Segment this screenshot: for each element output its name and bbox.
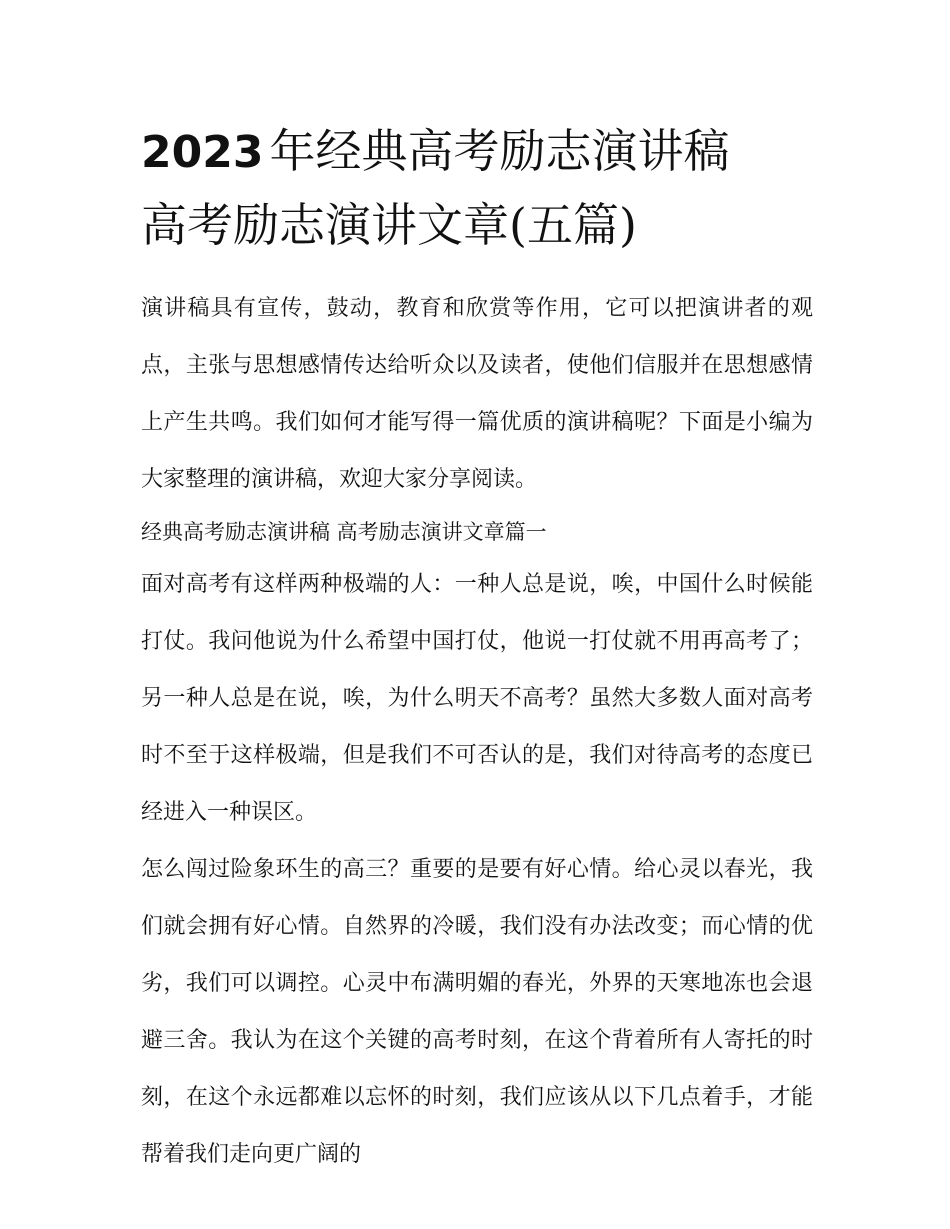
document-body [141, 280, 813, 1183]
body-paragraph-2: 怎么闯过险象环生的高三？重要的是要有好心情。给心灵以春光，我们就会拥有好心情。自然界的冷暖，我们没有办法改变；而心情的优劣，我们可以调控。心灵中布满明媚的春光，外界的天寒地冻也会退避三舍。我认为在这个关键的高考时刻，在这个背着所有人寄托的时刻，在这个永远都难以忘怀的时刻，我们应该从以下几点着手，才能帮着我们走向更广阔的 [141, 857, 813, 1167]
document-title [141, 120, 813, 256]
section-heading: 经典高考励志演讲稿 高考励志演讲文章篇一 [141, 520, 547, 544]
intro-paragraph: 演讲稿具有宣传，鼓动，教育和欣赏等作用，它可以把演讲者的观点，主张与思想感情传达给听众以及读者，使他们信服并在思想感情上产生共鸣。我们如何才能写得一篇优质的演讲稿呢？下面是小编为大家整理的演讲稿，欢迎大家分享阅读。 [141, 296, 813, 492]
body-paragraph-1: 面对高考有这样两种极端的人：一种人总是说，唉，中国什么时候能打仗。我问他说为什么希望中国打仗，他说一打仗就不用再高考了；另一种人总是在说，唉，为什么明天不高考？虽然大多数人面对高考时不至于这样极端，但是我们不可否认的是，我们对待高考的态度已经进入一种误区。 [141, 572, 813, 825]
title-line-1-text: 年经典高考励志演讲稿 [269, 124, 730, 178]
title-line-2: 高考励志演讲文章(五篇) [141, 198, 637, 252]
title-line-1 [141, 120, 813, 182]
document-content [141, 120, 813, 1183]
title-year: 2023 [141, 127, 264, 178]
